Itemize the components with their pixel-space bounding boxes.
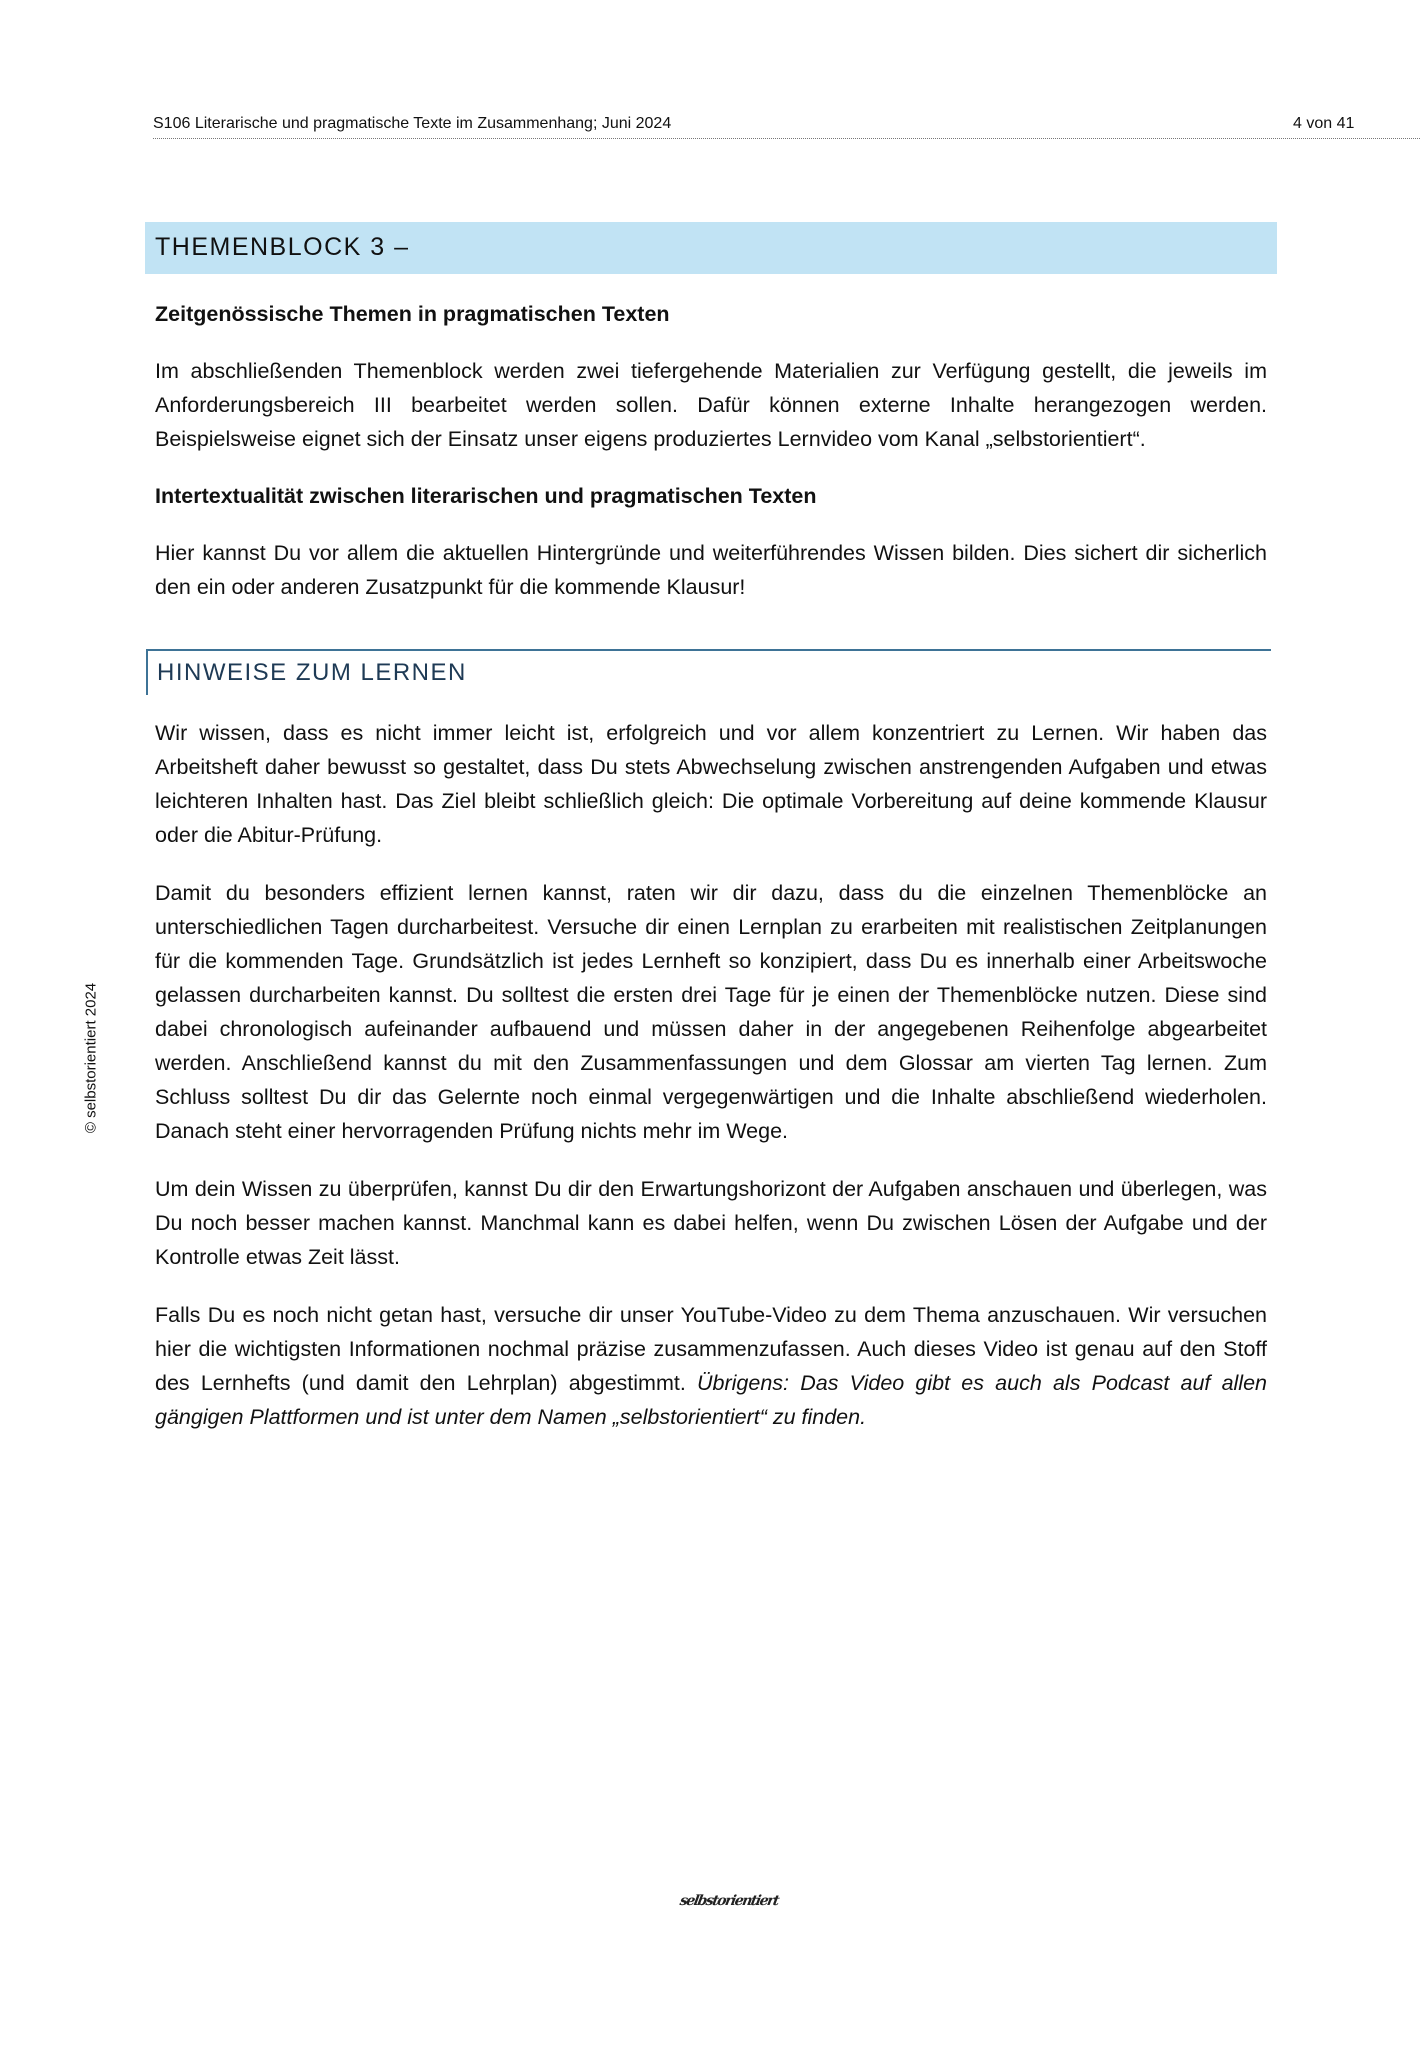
paragraph-hinweise-3: Um dein Wissen zu überprüfen, kannst Du dir den Erwartungshorizont der Aufgaben anschauen und überlegen, was Du noch besser machen kannst. Manchmal kann es dabei helfen, wenn Du zwischen Lösen der Aufgabe und der Kontrolle etwas Zeit lässt. (155, 1177, 1267, 1269)
subheading-intertextualitaet: Intertextualität zwischen literarischen und pragmatischen Texten (155, 484, 817, 508)
copyright-notice: © selbstorientiert 2024 (82, 982, 100, 1134)
subheading-zeitgenoessische-themen: Zeitgenössische Themen in pragmatischen Texten (155, 302, 670, 326)
paragraph-hinweise-4-text: Falls Du es noch nicht getan hast, versuche dir unser YouTube-Video zu dem Thema anzuschauen. Wir versuchen hier die wichtigsten Informationen nochmal präzise zusammenzufassen. Auch dieses Video ist genau auf den Stoff des Lernhefts (und damit den Lehrplan) abgestimmt. (155, 1303, 1267, 1395)
hinweise-title: HINWEISE ZUM LERNEN (157, 659, 467, 686)
paragraph-hinweise-4-italic: Übrigens: Das Video gibt es auch als Podcast auf allen gängigen Plattformen und ist unter dem Namen „selbstorientiert“ zu finden. (155, 1371, 1267, 1429)
document-title: S106 Literarische und pragmatische Texte im Zusammenhang; Juni 2024 (153, 115, 672, 132)
paragraph-intertextualitaet: Hier kannst Du vor allem die aktuellen Hintergründe und weiterführendes Wissen bilden. Dies sichert dir sicherlich den ein oder anderen Zusatzpunkt für die kommende Klausur! (155, 541, 1267, 599)
paragraph-themenblock-intro: Im abschließenden Themenblock werden zwei tiefergehende Materialien zur Verfügung gestellt, die jeweils im Anforderungsbereich III bearbeitet werden sollen. Dafür können externe Inhalte herangezogen werden. Beispielsweise eignet sich der Einsatz unser eigens produziertes Lernvideo vom Kanal „selbstorientiert“. (155, 359, 1267, 451)
page-indicator: 4 von 41 (1293, 115, 1355, 132)
hinweise-heading-box (146, 649, 1271, 695)
themenblock-title: THEMENBLOCK 3 – (155, 233, 410, 261)
paragraph-hinweise-1: Wir wissen, dass es nicht immer leicht ist, erfolgreich und vor allem konzentriert zu Lernen. Wir haben das Arbeitsheft daher bewusst so gestaltet, dass Du stets Abwechselung zwischen anstrengenden Aufgaben und etwas leichteren Inhalten hast. Das Ziel bleibt schließlich gleich: Die optimale Vorbereitung auf deine kommende Klausur oder die Abitur-Prüfung. (155, 721, 1267, 847)
hinweise-section (155, 716, 1267, 1434)
page-header (153, 112, 1420, 139)
paragraph-hinweise-2: Damit du besonders effizient lernen kannst, raten wir dir dazu, dass du die einzelnen Themenblöcke an unterschiedlichen Tagen durcharbeitest. Versuche dir einen Lernplan zu erarbeiten mit realistischen Zeitplanungen für die kommenden Tage. Grundsätzlich ist jedes Lernheft so konzipiert, dass Du es innerhalb einer Arbeitswoche gelassen durcharbeiten kannst. Du solltest die ersten drei Tage für je einen der Themenblöcke nutzen. Diese sind dabei chronologisch aufeinander aufbauend und müssen daher in der angegebenen Reihenfolge abgearbeitet werden. Anschließend kannst du mit den Zusammenfassungen und dem Glossar am vierten Tag lernen. Zum Schluss solltest Du dir das Gelernte noch einmal vergegenwärtigen und die Inhalte abschließend wiederholen. Danach steht einer hervorragenden Prüfung nichts mehr im Wege. (155, 881, 1267, 1143)
themenblock-section (155, 297, 1267, 604)
paragraph-hinweise-4 (155, 1298, 1267, 1434)
themenblock-banner (145, 222, 1277, 274)
selbstorientiert-logo: selbstorientiert (678, 1893, 780, 1909)
